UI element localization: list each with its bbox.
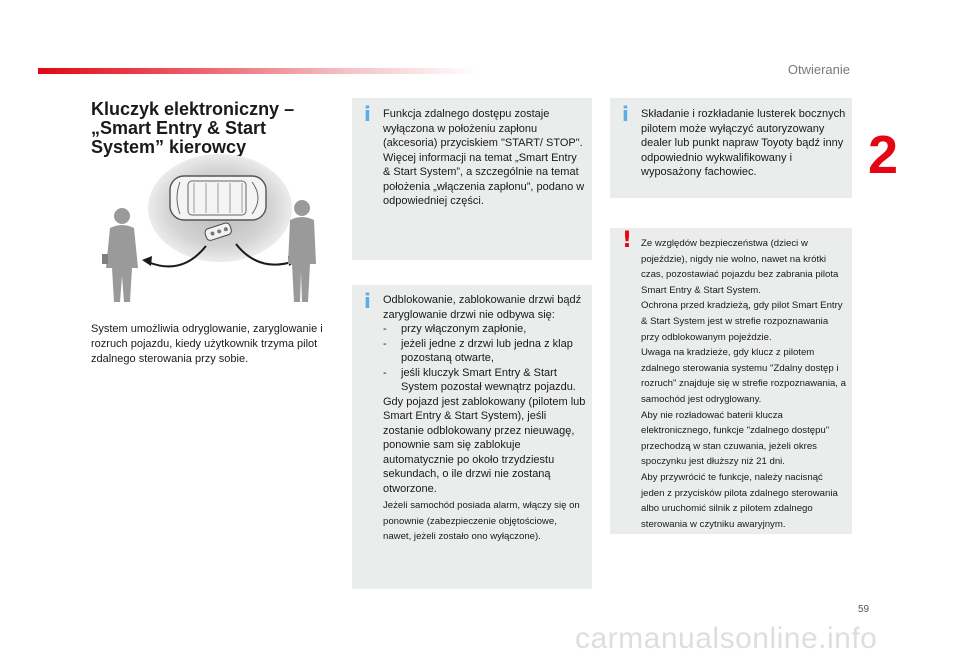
page-number: 59 xyxy=(858,604,870,615)
info-text: Więcej informacji na temat „Smart Entry & Start System”, a szczególnie na temat położenia „włączenia zapłonu”, podano w odpowiedniej części. xyxy=(383,151,585,207)
list-item: - jeżeli jedne z drzwi lub jedna z klap pozostaną otwarte, xyxy=(383,337,573,364)
info-text: Funkcja zdalnego dostępu zostaje wyłączona w położeniu zapłonu (akcesoria) przyciskiem "START/ STOP". xyxy=(383,108,583,149)
page-title: Kluczyk elektroniczny – „Smart Entry & Start System” kierowcy xyxy=(91,99,295,157)
info-box-locking xyxy=(352,285,592,589)
section-title: Otwieranie xyxy=(787,62,850,77)
info-text: Odblokowanie, zablokowanie drzwi bądź zaryglowanie drzwi nie odbywa się: xyxy=(383,294,582,321)
info-icon: i xyxy=(364,289,371,313)
person-right-icon xyxy=(288,200,316,302)
warning-text: Aby nie rozładować baterii klucza elektronicznego, funkcje "zdalnego dostępu" przechodzą w stan czuwania, jeżeli okres spoczynku jest dłuższy niż 21 dni. xyxy=(641,409,830,468)
list-item: - przy włączonym zapłonie, xyxy=(383,323,527,335)
smart-entry-illustration xyxy=(102,150,338,310)
warning-text: Ze względów bezpieczeństwa (dzieci w pojeździe), nigdy nie wolno, nawet na krótki czas, pozostawiać pojazdu bez zabrania pilota Smart Entry & Start System. xyxy=(641,238,839,296)
warning-icon: ! xyxy=(622,228,633,253)
system-description: System umożliwia odryglowanie, zaryglowanie i rozruch pojazdu, kiedy użytkownik trzyma pilot zdalnego sterowania przy sobie. xyxy=(91,323,323,365)
list-item: - jeśli kluczyk Smart Entry & Start System pozostał wewnątrz pojazdu. xyxy=(383,366,576,393)
header-accent-bar xyxy=(38,68,478,74)
info-note: Jeżeli samochód posiada alarm, włączy się on ponownie (zabezpieczenie objętościowe, nawet, jeżeli zostało ono wyłączone). xyxy=(383,500,580,543)
warning-text: Aby przywrócić te funkcje, należy nacisnąć jeden z przycisków pilota zdalnego sterowania albo uruchomić silnik z pilotem zdalnego sterowania w czytniku awaryjnym. xyxy=(641,471,838,530)
warning-box-safety xyxy=(610,228,852,534)
info-box-mirrors xyxy=(610,98,852,198)
car-top-view-icon xyxy=(170,176,266,220)
warning-text: Uwaga na kradzieże, gdy klucz z pilotem zdalnego sterowania systemu "Zdalny dostęp i rozruch" znajduje się w strefie rozpoznawania, a samochód jest odryglowany. xyxy=(641,347,846,405)
info-icon: i xyxy=(364,102,371,126)
watermark-text: carmanualsonline.info xyxy=(575,622,878,655)
chapter-number: 2 xyxy=(868,125,899,185)
person-left-icon xyxy=(102,208,138,302)
info-icon: i xyxy=(622,102,629,126)
info-box-ignition xyxy=(352,98,592,260)
info-text: Składanie i rozkładanie lusterek bocznych pilotem może wyłączyć autoryzowany dealer lub punkt napraw Toyoty bądź inny odpowiednio wykwalifikowany i wyposażony fachowiec. xyxy=(641,108,846,178)
info-text: Gdy pojazd jest zablokowany (pilotem lub Smart Entry & Start System), jeśli zostanie odblokowany przez nieuwagę, ponownie sam się zablokuje automatycznie po około trzydziestu sekundach, o ile drzwi nie zostaną otworzone. xyxy=(383,395,586,495)
warning-text: Ochrona przed kradzieżą, gdy pilot Smart Entry & Start System jest w strefie rozpoznawania przy odblokowanym pojeździe. xyxy=(641,300,843,343)
condition-list xyxy=(383,322,586,395)
